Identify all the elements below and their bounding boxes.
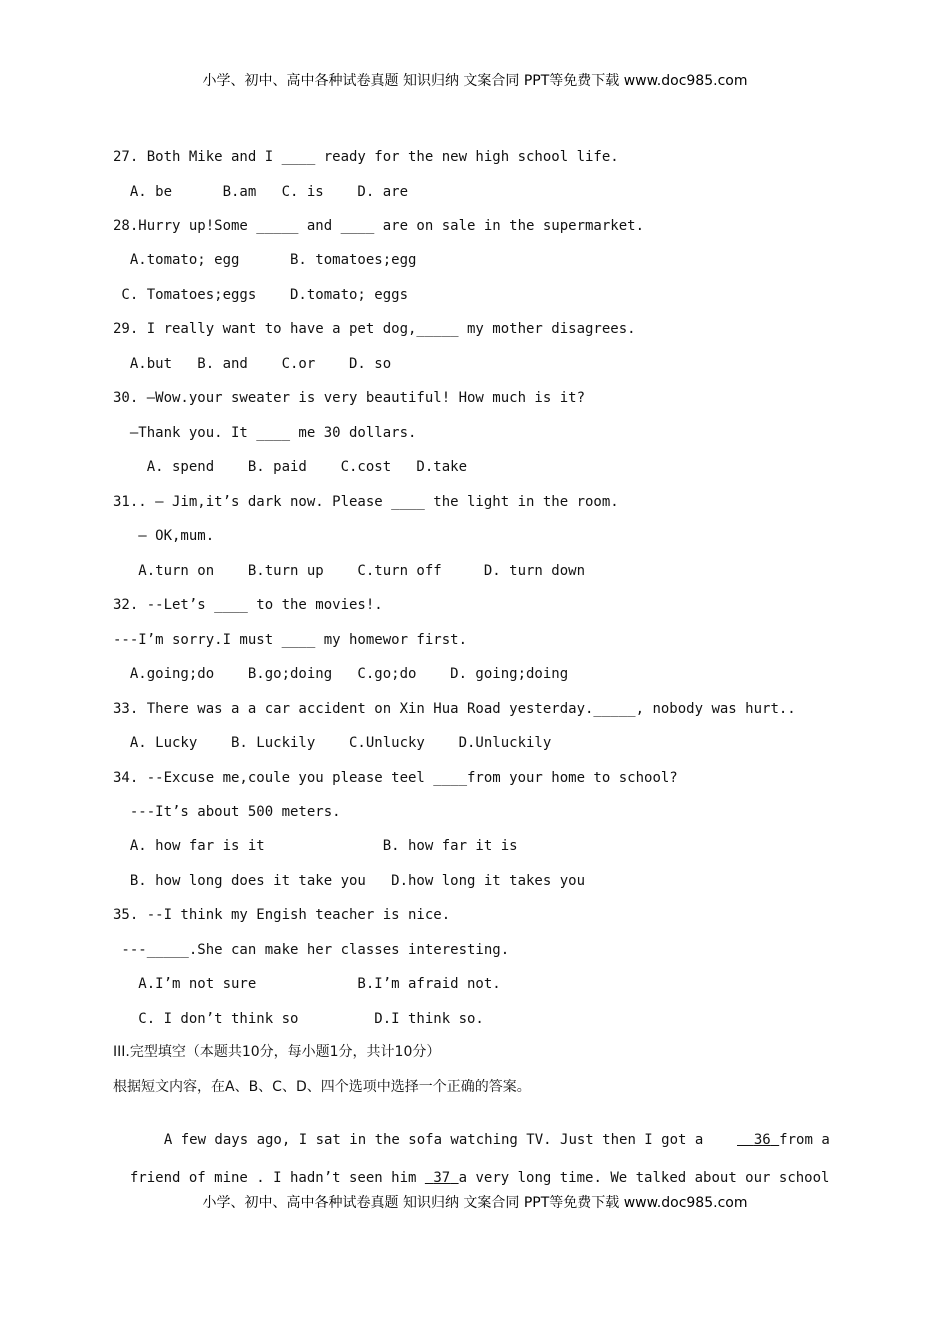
question-31: 31.. — Jim,it’s dark now. Please ____ the light in the room. — [113, 494, 619, 510]
passage-text-b1: from a — [779, 1132, 830, 1148]
passage-text-b2: friend of mine . I hadn’t seen him — [129, 1170, 425, 1186]
options-28-ab: A.tomato; egg B. tomatoes;egg — [113, 252, 417, 268]
page-header: 小学、初中、高中各种试卷真题 知识归纳 文案合同 PPT等免费下载 www.doc985.com — [202, 73, 748, 89]
question-32: 32. --Let’s ____ to the movies!. — [113, 597, 383, 613]
options-32: A.going;do B.go;doing C.go;do D. going;doing — [113, 666, 569, 682]
question-34-reply: ---It’s about 500 meters. — [113, 804, 341, 820]
blank-37: 37 — [433, 1170, 451, 1186]
question-35: 35. --I think my Engish teacher is nice. — [113, 907, 451, 923]
options-34-ab: A. how far is it B. how far it is — [113, 838, 518, 854]
question-29: 29. I really want to have a pet dog,_____ my mother disagrees. — [113, 321, 636, 337]
options-33: A. Lucky B. Luckily C.Unlucky D.Unluckily — [113, 735, 552, 751]
question-28: 28.Hurry up!Some _____ and ____ are on sale in the supermarket. — [113, 218, 645, 234]
question-30: 30. —Wow.your sweater is very beautiful! How much is it? — [113, 390, 586, 406]
passage-line-1 — [147, 1113, 830, 1149]
passage-line-2 — [113, 1151, 829, 1187]
question-34: 34. --Excuse me,coule you please teel ____from your home to school? — [113, 770, 678, 786]
options-35-cd: C. I don’t think so D.I think so. — [113, 1011, 484, 1027]
question-31-reply: — OK,mum. — [113, 528, 215, 544]
options-35-ab: A.I’m not sure B.I’m afraid not. — [113, 976, 501, 992]
question-27: 27. Both Mike and I ____ ready for the new high school life. — [113, 149, 619, 165]
blank-36: 36 — [753, 1132, 771, 1148]
options-31: A.turn on B.turn up C.turn off D. turn down — [113, 563, 586, 579]
passage-text-a: A few days ago, I sat in the sofa watching TV. Just then I got a — [163, 1132, 704, 1148]
options-34-cd: B. how long does it take you D.how long it takes you — [113, 873, 586, 889]
options-30: A. spend B. paid C.cost D.take — [113, 459, 468, 475]
question-30-reply: —Thank you. It ____ me 30 dollars. — [113, 425, 417, 441]
options-29: A.but B. and C.or D. so — [113, 356, 392, 372]
question-35-reply: ---_____.She can make her classes interesting. — [113, 942, 510, 958]
options-28-cd: C. Tomatoes;eggs D.tomato; eggs — [113, 287, 409, 303]
options-27: A. be B.am C. is D. are — [113, 184, 409, 200]
section-title: III.完型填空（本题共10分，每小题1分，共计10分） — [113, 1044, 441, 1060]
passage-text-c: a very long time. We talked about our school — [458, 1170, 830, 1186]
page-footer: 小学、初中、高中各种试卷真题 知识归纳 文案合同 PPT等免费下载 www.doc985.com — [202, 1195, 748, 1211]
question-32-reply: ---I’m sorry.I must ____ my homewor first. — [113, 632, 468, 648]
section-instruction: 根据短文内容，在A、B、C、D、四个选项中选择一个正确的答案。 — [113, 1079, 531, 1095]
question-33: 33. There was a a car accident on Xin Hua Road yesterday._____, nobody was hurt.. — [113, 701, 796, 717]
